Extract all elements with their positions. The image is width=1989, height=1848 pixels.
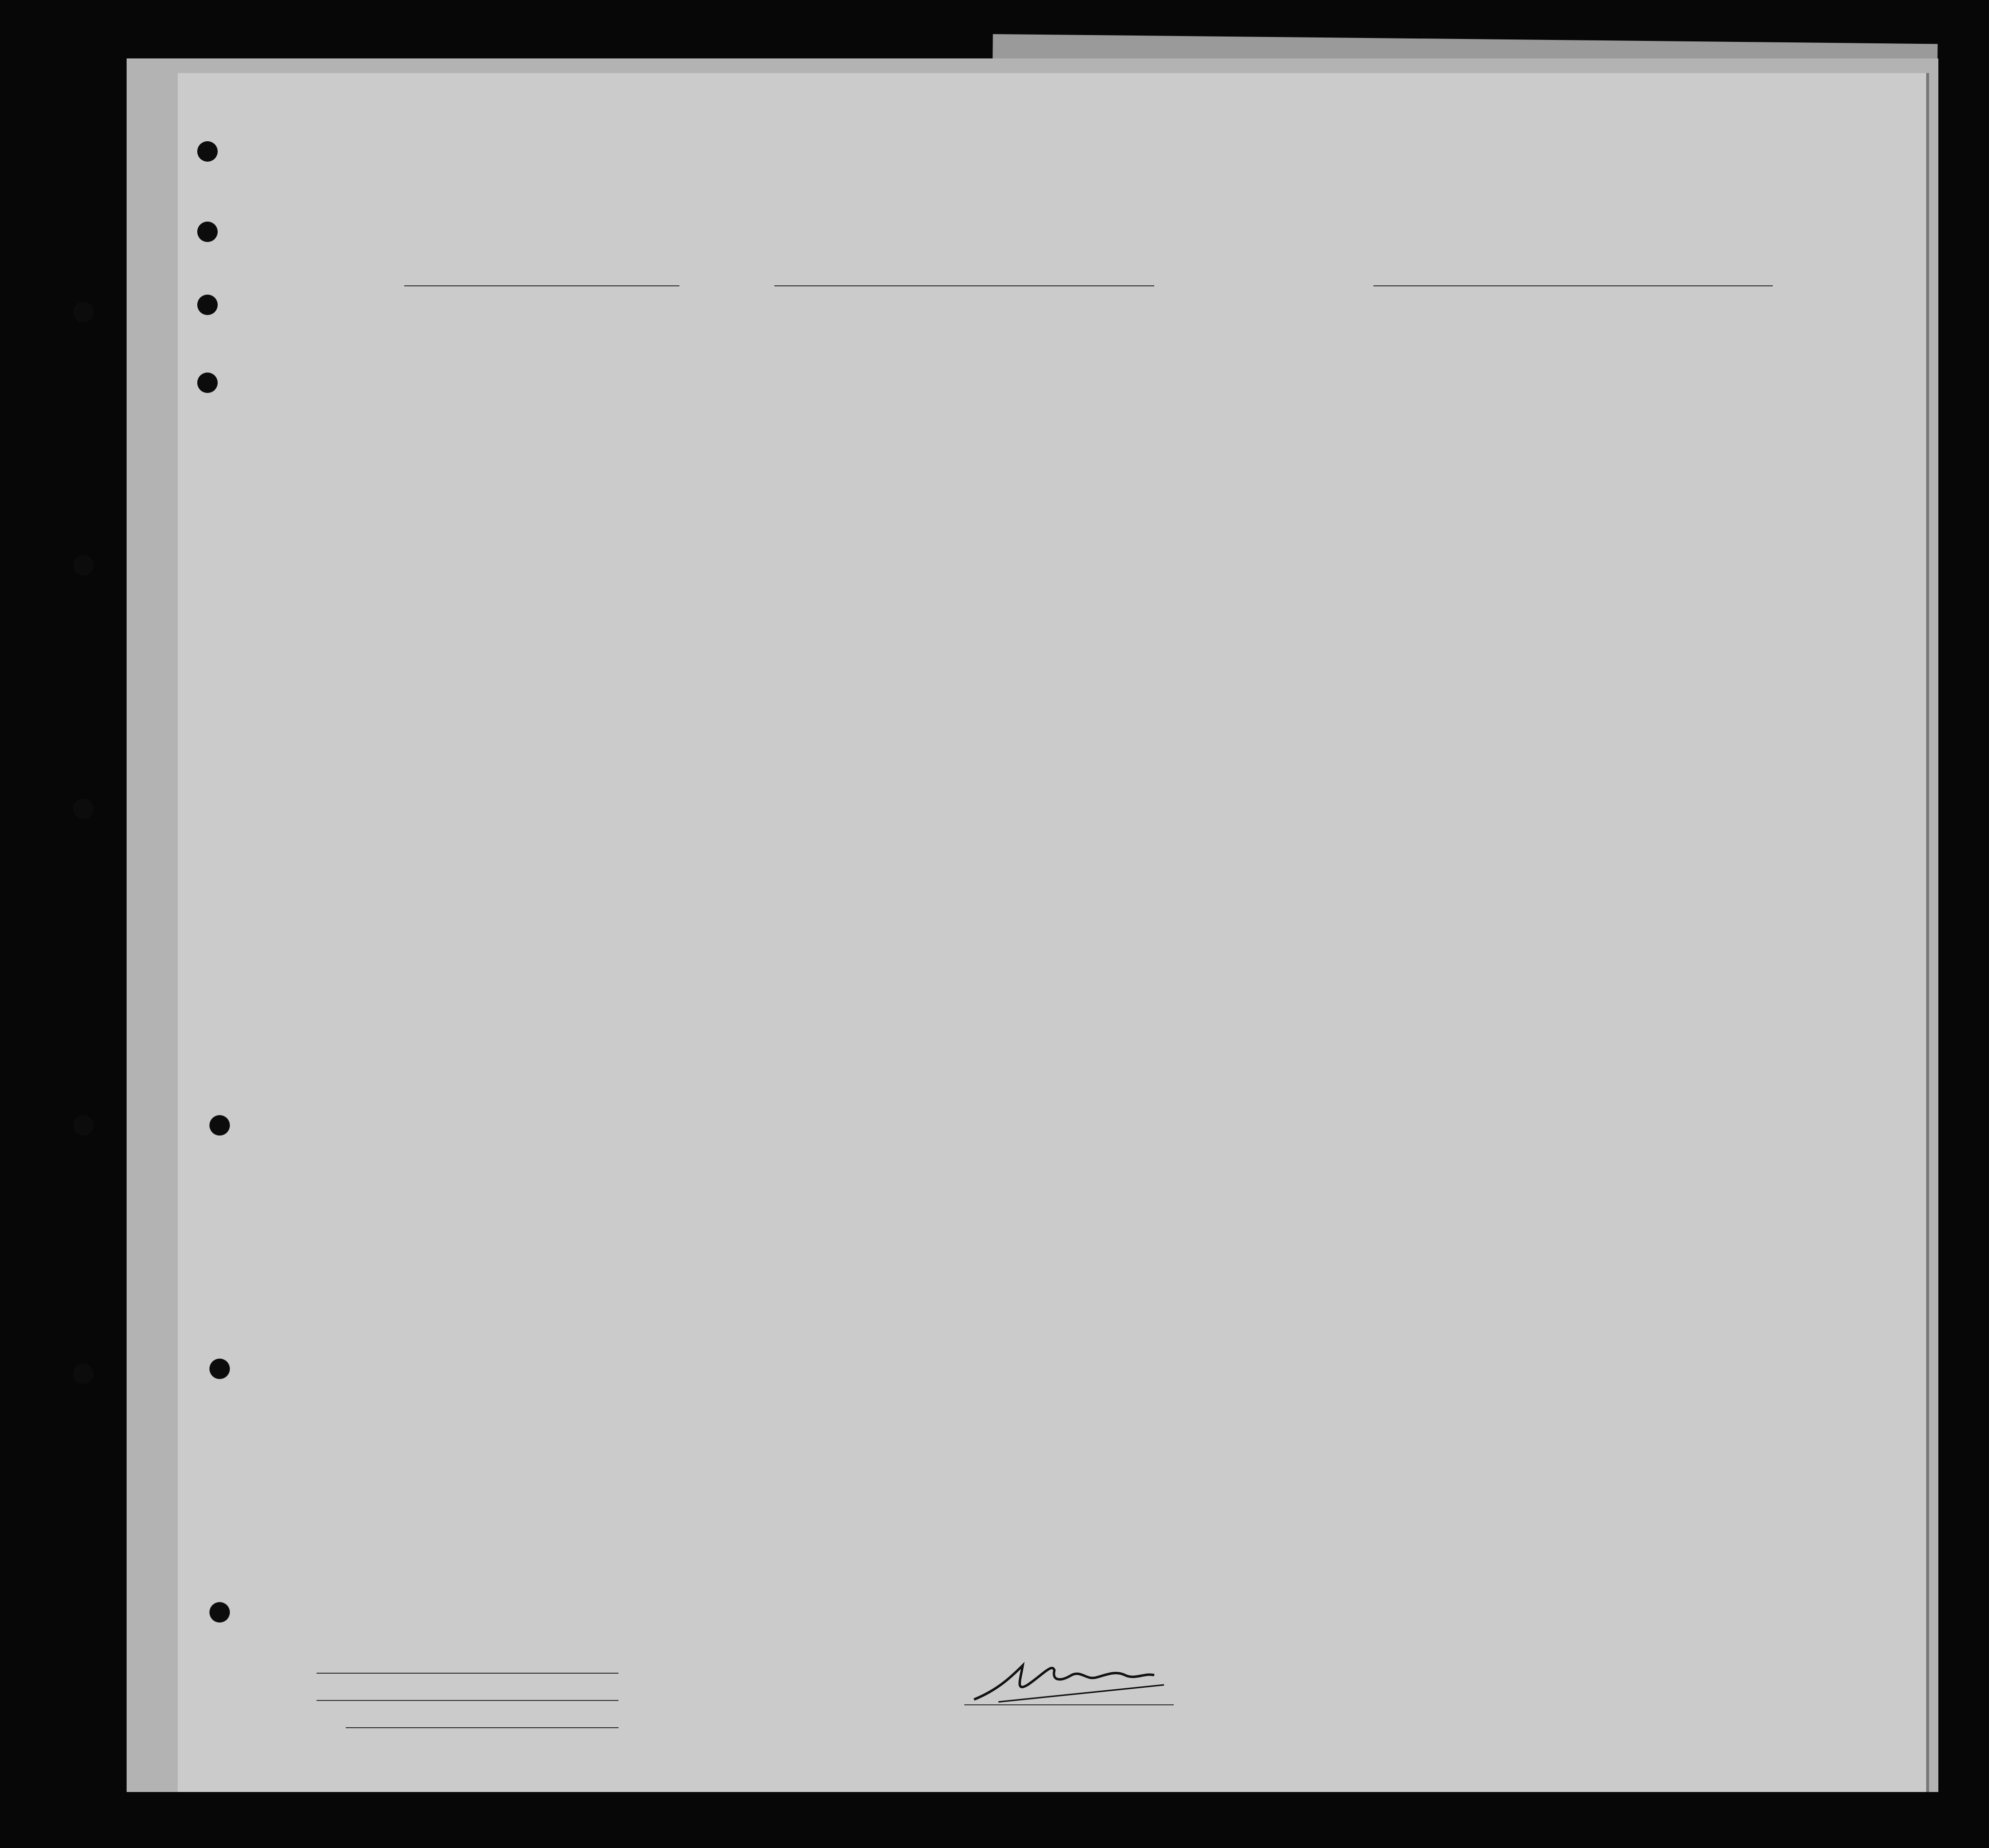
owners-underline [317,1700,619,1701]
inspector-underline [964,1704,1174,1705]
agents-underline [346,1727,619,1728]
inspector-signature [969,1656,1174,1709]
line-underline [317,1673,619,1674]
